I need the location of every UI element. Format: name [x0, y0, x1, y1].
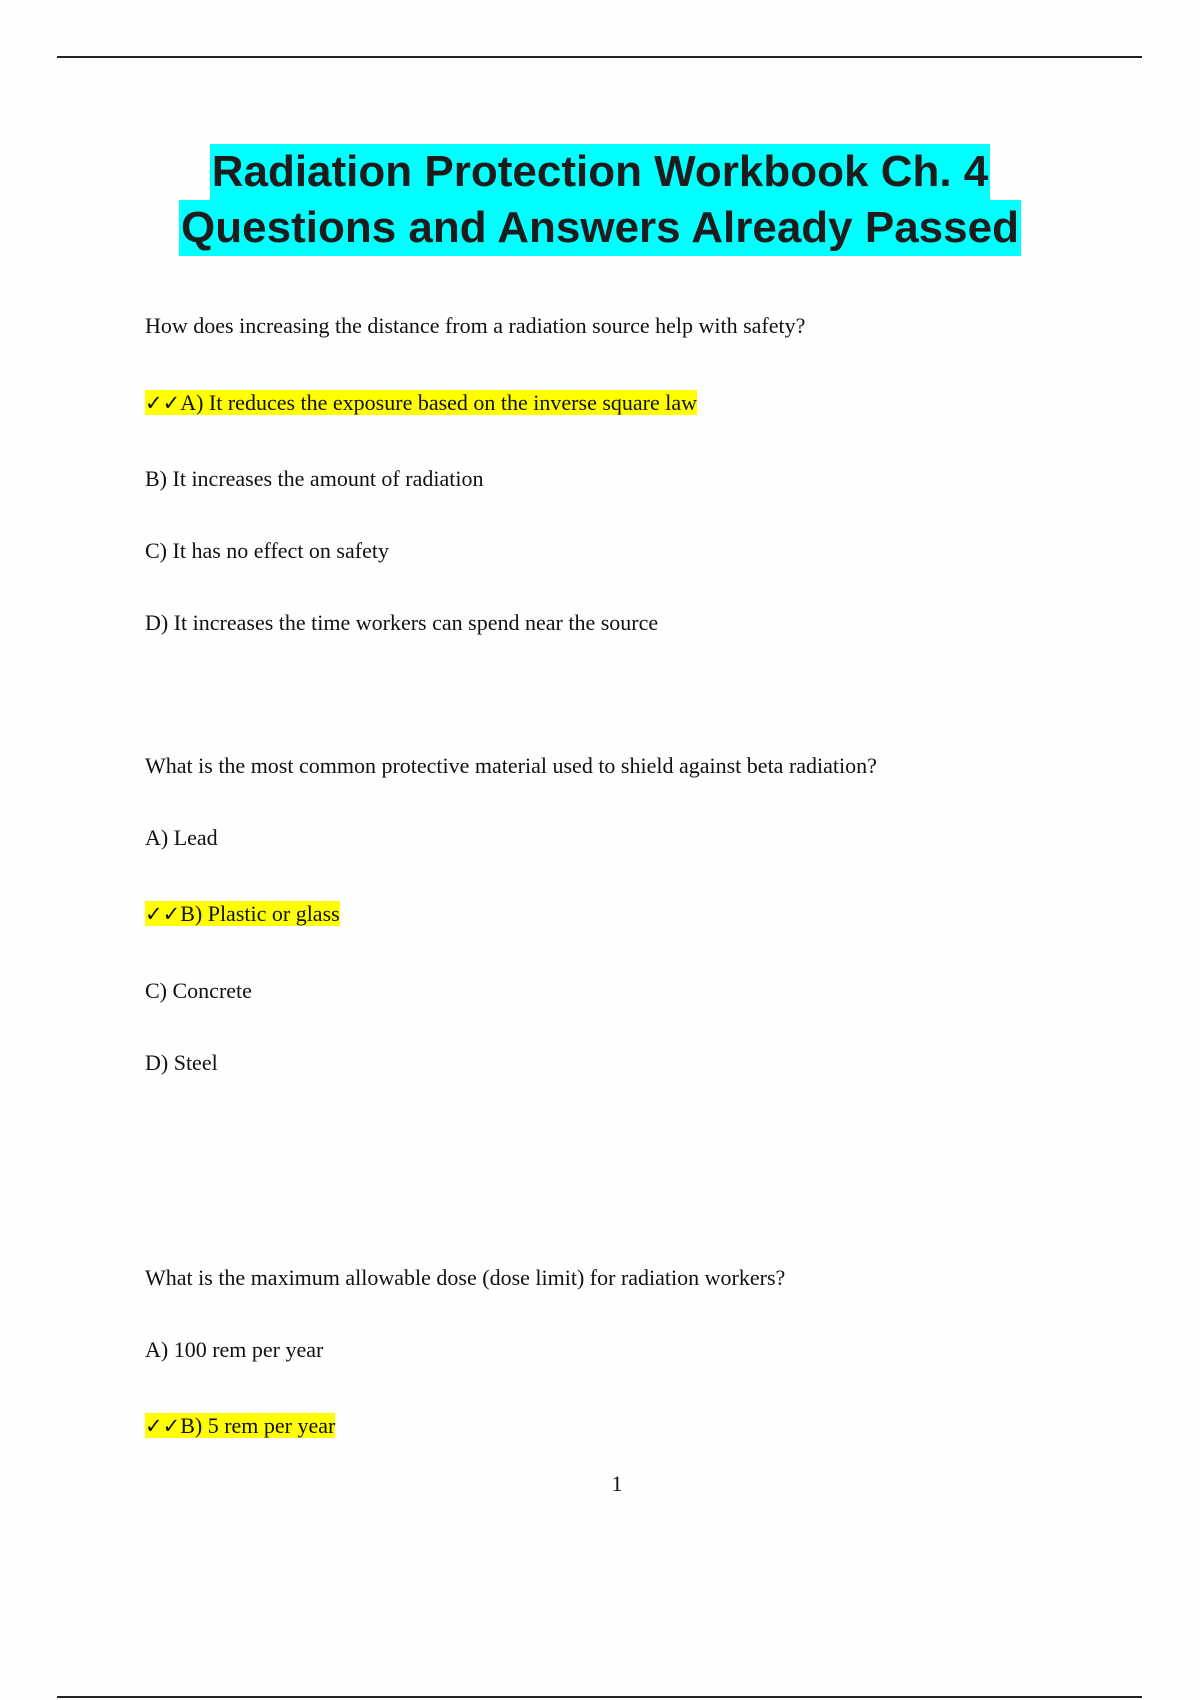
question-1-option-a	[145, 389, 697, 417]
correct-answer-highlight	[145, 901, 340, 926]
double-check-icon: ✓✓	[145, 391, 181, 415]
title-line-1: Radiation Protection Workbook Ch. 4	[210, 144, 991, 200]
question-1-text: How does increasing the distance from a radiation source help with safety?	[145, 313, 806, 338]
question-1-option-d: D) It increases the time workers can spend near the source	[145, 610, 659, 635]
title-line-2: Questions and Answers Already Passed	[179, 200, 1021, 256]
correct-answer-highlight	[145, 390, 697, 415]
question-2-option-a: A) Lead	[145, 825, 218, 850]
question-2-option-b	[145, 900, 340, 928]
question-2-option-c: C) Concrete	[145, 978, 252, 1003]
option-text: B) 5 rem per year	[180, 1413, 336, 1438]
question-3-option-a: A) 100 rem per year	[145, 1337, 324, 1362]
question-1-option-c: C) It has no effect on safety	[145, 538, 389, 563]
page-number: 1	[611, 1471, 623, 1496]
correct-answer-highlight	[145, 1413, 335, 1438]
question-3-option-b	[145, 1412, 335, 1440]
document-title	[0, 144, 1200, 256]
double-check-icon: ✓✓	[145, 1414, 181, 1438]
option-text: A) It reduces the exposure based on the inverse square law	[180, 390, 698, 415]
question-2-text: What is the most common protective material used to shield against beta radiation?	[145, 753, 877, 778]
header-rule	[57, 56, 1142, 58]
question-3-text: What is the maximum allowable dose (dose limit) for radiation workers?	[145, 1265, 786, 1290]
double-check-icon: ✓✓	[145, 902, 181, 926]
question-2-option-d: D) Steel	[145, 1050, 218, 1075]
question-1-option-b: B) It increases the amount of radiation	[145, 466, 484, 491]
option-text: B) Plastic or glass	[180, 901, 340, 926]
footer-rule	[57, 1696, 1142, 1698]
